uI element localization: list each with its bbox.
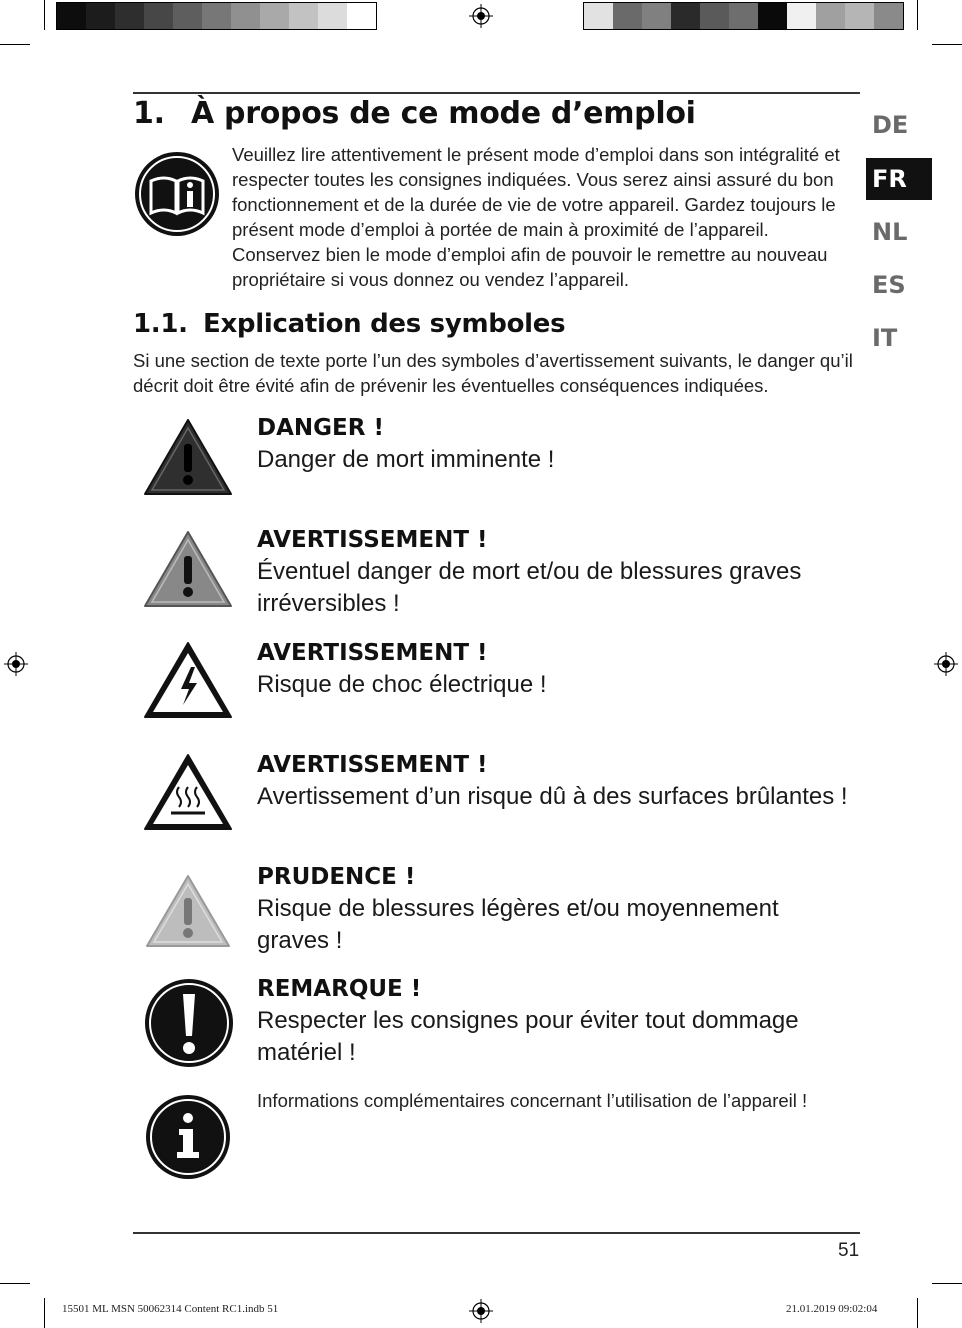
- grayscale-bar-left: [56, 2, 377, 30]
- exclamation-circle-icon: [144, 978, 234, 1068]
- section-title: À propos de ce mode d’emploi: [191, 96, 696, 131]
- hot-surface-icon: [143, 753, 233, 831]
- section-number: 1.: [133, 96, 165, 131]
- danger-triangle-icon: [143, 418, 233, 496]
- read-manual-icon: [134, 151, 220, 237]
- symbol-entry: [257, 412, 857, 476]
- crop-mark: [917, 1298, 918, 1328]
- bottom-rule: [133, 1232, 860, 1234]
- warning-triangle-icon: [143, 530, 233, 608]
- symbol-entry: [257, 637, 857, 701]
- language-tab-de[interactable]: DE: [872, 111, 909, 139]
- symbols-intro: Si une section de texte porte l’un des symboles d’avertissement suivants, le danger qu’il décrit doit être évité afin de prévenir les éventuelles conséquences indiquées.: [133, 350, 853, 396]
- page-title: [133, 96, 696, 131]
- symbol-entry: [257, 861, 857, 957]
- symbol-title: AVERTISSEMENT !: [257, 752, 488, 778]
- print-slug-date: 21.01.2019 09:02:04: [786, 1303, 878, 1315]
- crop-mark: [0, 1283, 30, 1284]
- registration-mark-icon: [934, 652, 958, 676]
- symbol-title: PRUDENCE !: [257, 864, 416, 890]
- symbol-title: AVERTISSEMENT !: [257, 640, 488, 666]
- symbol-entry: [257, 1088, 857, 1113]
- registration-mark-icon: [4, 652, 28, 676]
- symbol-description: Danger de mort imminente !: [257, 446, 555, 473]
- symbol-entry: [257, 524, 857, 620]
- symbol-entry: [257, 973, 857, 1069]
- electric-shock-icon: [143, 641, 233, 719]
- crop-mark: [44, 1298, 45, 1328]
- symbol-description: Risque de blessures légères et/ou moyennement graves !: [257, 895, 779, 954]
- symbol-description: Respecter les consignes pour éviter tout dommage matériel !: [257, 1007, 799, 1066]
- info-circle-icon: [145, 1094, 231, 1180]
- symbol-title: AVERTISSEMENT !: [257, 527, 488, 553]
- subsection-label: Explication des symboles: [203, 309, 566, 339]
- symbol-title: REMARQUE !: [257, 976, 422, 1002]
- grayscale-bar-right: [583, 2, 904, 30]
- language-tab-fr[interactable]: FR: [866, 158, 932, 200]
- crop-mark: [0, 44, 30, 45]
- print-slug-file: 15501 ML MSN 50062314 Content RC1.indb 51: [62, 1303, 279, 1315]
- caution-triangle-icon: [143, 874, 233, 948]
- symbol-entry: [257, 749, 857, 813]
- symbol-title: DANGER !: [257, 415, 384, 441]
- language-tab-it[interactable]: IT: [872, 324, 898, 352]
- top-rule: [133, 92, 860, 94]
- subsection-number: 1.1.: [133, 309, 188, 339]
- crop-mark: [932, 1283, 962, 1284]
- symbol-description: Avertissement d’un risque dû à des surfaces brûlantes !: [257, 783, 848, 810]
- symbol-description: Éventuel danger de mort et/ou de blessures graves irréversibles !: [257, 558, 802, 617]
- crop-mark: [917, 0, 918, 30]
- language-tab-es[interactable]: ES: [872, 271, 906, 299]
- language-tab-nl[interactable]: NL: [872, 218, 908, 246]
- symbol-description: Informations complémentaires concernant l’utilisation de l’appareil !: [257, 1090, 808, 1111]
- intro-paragraph: Veuillez lire attentivement le présent mode d’emploi dans son intégralité et respecter toutes les consignes indiquées. Vous serez ainsi assuré du bon fonctionnement et de la durée de vie de votre appareil. Gardez toujours le présent mode d’emploi à portée de main à proximité de l’appareil. Conservez bien le mode d’emploi afin de pouvoir le remettre au nouveau propriétaire si vous donnez ou vendez l’appareil.: [232, 144, 840, 290]
- registration-mark-icon: [469, 4, 493, 28]
- crop-mark: [44, 0, 45, 30]
- page-number: 51: [838, 1240, 860, 1261]
- symbol-description: Risque de choc électrique !: [257, 671, 547, 698]
- crop-mark: [932, 44, 962, 45]
- subsection-title: [133, 309, 565, 339]
- registration-mark-icon: [469, 1299, 493, 1323]
